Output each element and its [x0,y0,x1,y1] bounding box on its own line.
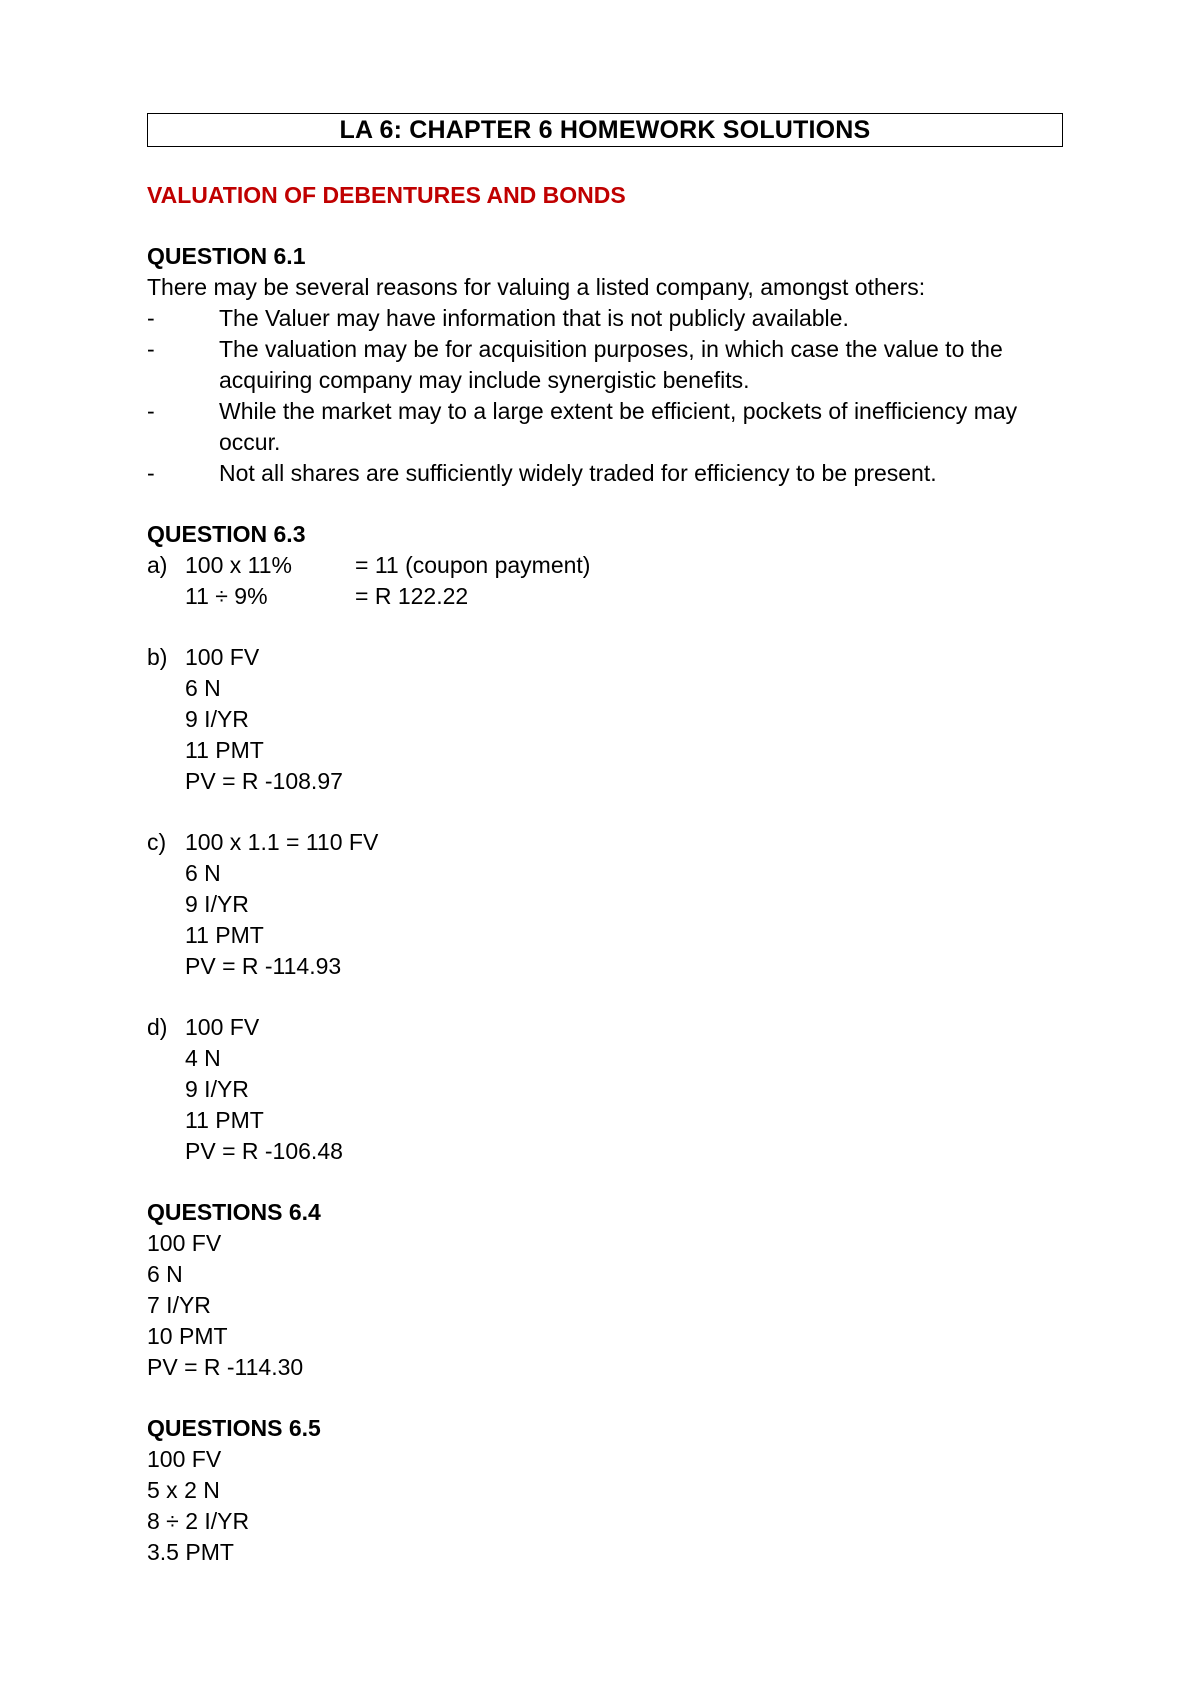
bullet-dash: - [147,336,155,362]
calc-line: 9 I/YR [185,1076,249,1102]
calc-line: 9 I/YR [185,706,249,732]
calc-expression: 100 x 11% [185,552,292,578]
calc-line: 7 I/YR [147,1292,211,1318]
question-heading: QUESTIONS 6.4 [147,1199,321,1225]
calc-line: 9 I/YR [185,891,249,917]
question-heading: QUESTIONS 6.5 [147,1415,321,1441]
bullet-dash: - [147,460,155,486]
bullet-text: Not all shares are sufficiently widely traded for efficiency to be present. [219,460,937,486]
calc-line: PV = R -108.97 [185,768,343,794]
part-label: a) [147,552,168,578]
calc-line: 6 N [185,860,221,886]
calc-line: 6 N [185,675,221,701]
calc-line: 100 FV [185,644,260,670]
bullet-text: The valuation may be for acquisition purposes, in which case the value to the [219,336,1003,362]
calc-line: 11 PMT [185,1107,264,1133]
bullet-text: The Valuer may have information that is not publicly available. [219,305,849,331]
calc-line: 100 x 1.1 = 110 FV [185,829,379,855]
part-label: d) [147,1014,168,1040]
bullet-dash: - [147,398,155,424]
part-label: c) [147,829,167,855]
calc-line: PV = R -114.30 [147,1354,304,1380]
calc-line: 100 FV [147,1446,222,1472]
calc-line: 4 N [185,1045,221,1071]
calc-line: 10 PMT [147,1323,228,1349]
question-intro: There may be several reasons for valuing a listed company, amongst others: [147,274,926,300]
section-heading: VALUATION OF DEBENTURES AND BONDS [147,182,626,208]
bullet-text: occur. [219,429,281,455]
calc-line: 8 ÷ 2 I/YR [147,1508,250,1534]
document-title: LA 6: CHAPTER 6 HOMEWORK SOLUTIONS [147,113,1063,147]
calc-line: 100 FV [147,1230,222,1256]
calc-result: = 11 (coupon payment) [355,552,591,578]
calc-line: PV = R -114.93 [185,953,342,979]
calc-line: 11 PMT [185,922,264,948]
calc-expression: 11 ÷ 9% [185,583,268,609]
bullet-dash: - [147,305,155,331]
calc-line: 6 N [147,1261,183,1287]
question-heading: QUESTION 6.3 [147,521,306,547]
calc-line: 11 PMT [185,737,264,763]
bullet-text: While the market may to a large extent be efficient, pockets of inefficiency may [219,398,1018,424]
bullet-text: acquiring company may include synergistic benefits. [219,367,750,393]
calc-line: 5 x 2 N [147,1477,220,1503]
question-heading: QUESTION 6.1 [147,243,306,269]
calc-result: = R 122.22 [355,583,469,609]
calc-line: 3.5 PMT [147,1539,234,1565]
calc-line: 100 FV [185,1014,260,1040]
calc-line: PV = R -106.48 [185,1138,343,1164]
part-label: b) [147,644,168,670]
